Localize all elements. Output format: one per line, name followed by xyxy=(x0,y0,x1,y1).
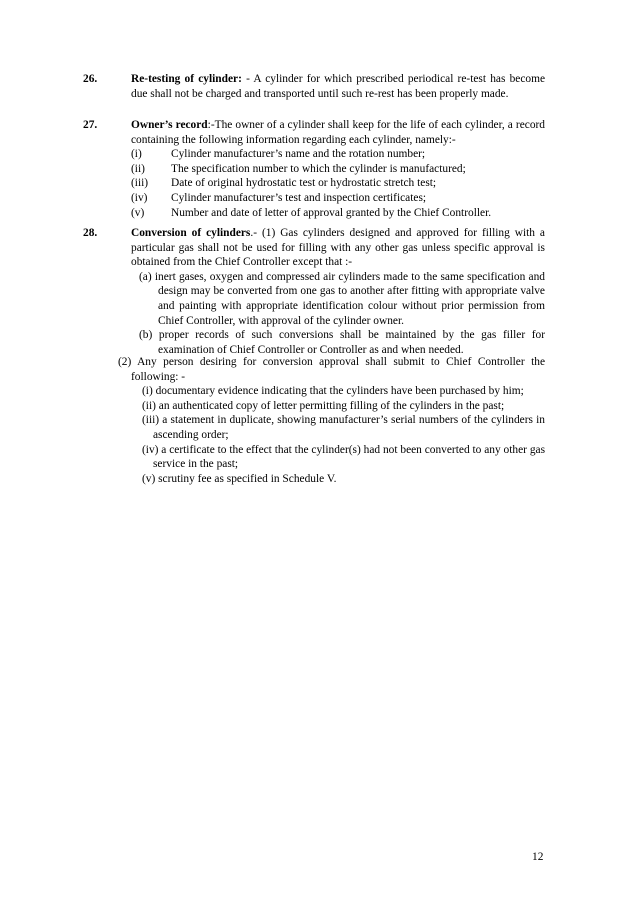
list-item: (ii) an authenticated copy of letter permitting filling of the cylinders in the past; xyxy=(142,399,505,412)
clause-b: (b) proper records of such conversions shall be maintained by the gas filler for examination of Chief Controller or Controller as and when needed. xyxy=(139,329,545,356)
item-text: The specification number to which the cylinder is manufactured; xyxy=(171,162,466,175)
item-numeral: (ii) xyxy=(131,162,145,175)
section-heading: Owner’s record xyxy=(131,119,208,131)
part-2-intro: (2) Any person desiring for conversion approval shall submit to Chief Controller the following: - xyxy=(118,356,545,383)
section-26 xyxy=(83,72,545,101)
item-numeral: (iv) xyxy=(131,191,148,204)
section-number: 28. xyxy=(83,227,98,239)
section-body xyxy=(131,226,545,357)
item-text: Date of original hydrostatic test or hydrostatic stretch test; xyxy=(171,177,437,190)
item-text: Cylinder manufacturer’s test and inspection certificates; xyxy=(171,191,427,204)
list-item xyxy=(131,147,545,162)
section-number: 26. xyxy=(83,73,98,85)
list-item: (i) documentary evidence indicating that the cylinders have been purchased by him; xyxy=(142,385,524,398)
item-text: Number and date of letter of approval granted by the Chief Controller. xyxy=(171,206,492,219)
section-body xyxy=(131,118,545,220)
section-27 xyxy=(83,118,545,220)
section-number: 27. xyxy=(83,119,98,131)
section-28 xyxy=(83,226,545,357)
list-item xyxy=(131,162,545,177)
page-number: 12 xyxy=(532,851,544,863)
section-28-part-2 xyxy=(118,355,545,486)
item-numeral: (iii) xyxy=(131,177,149,190)
item-text: Cylinder manufacturer’s name and the rotation number; xyxy=(171,148,426,161)
section-text: .- (1) Gas cylinders designed and approved for filling with a particular gas shall not be used for filling with any other gas unless specific approval is obtained from the Chief Controller except that :- xyxy=(131,227,545,269)
section-text: :-The owner of a cylinder shall keep for the life of each cylinder, a record containing the following information regarding each cylinder, namely:- xyxy=(131,119,546,146)
section-heading: Re-testing of cylinder: xyxy=(131,73,242,85)
part-2-list xyxy=(118,384,545,486)
item-numeral: (v) xyxy=(131,206,145,219)
item-numeral: (i) xyxy=(131,148,142,161)
section-heading: Conversion of cylinders xyxy=(131,227,251,239)
list-item xyxy=(131,191,545,206)
list-item: (iii) a statement in duplicate, showing manufacturer’s serial numbers of the cylinders in ascending order; xyxy=(142,414,545,441)
section-text: - A cylinder for which prescribed periodical re-test has become due shall not be charged and transported until such re-rest has been properly made. xyxy=(131,73,546,100)
list-item xyxy=(131,176,545,191)
list-item: (v) scrutiny fee as specified in Schedule V. xyxy=(142,472,337,485)
list-item: (iv) a certificate to the effect that the cylinder(s) had not been converted to any other gas service in the past; xyxy=(142,443,545,471)
section-body xyxy=(131,72,545,101)
list-item xyxy=(131,206,545,221)
clause-a: (a) inert gases, oxygen and compressed air cylinders made to the same specification and design may be converted from one gas to another after fitting with appropriate valve and painting with appropriate identification colour without prior permission from Chief Controller, with approval of the cylinder owner. xyxy=(139,270,545,327)
